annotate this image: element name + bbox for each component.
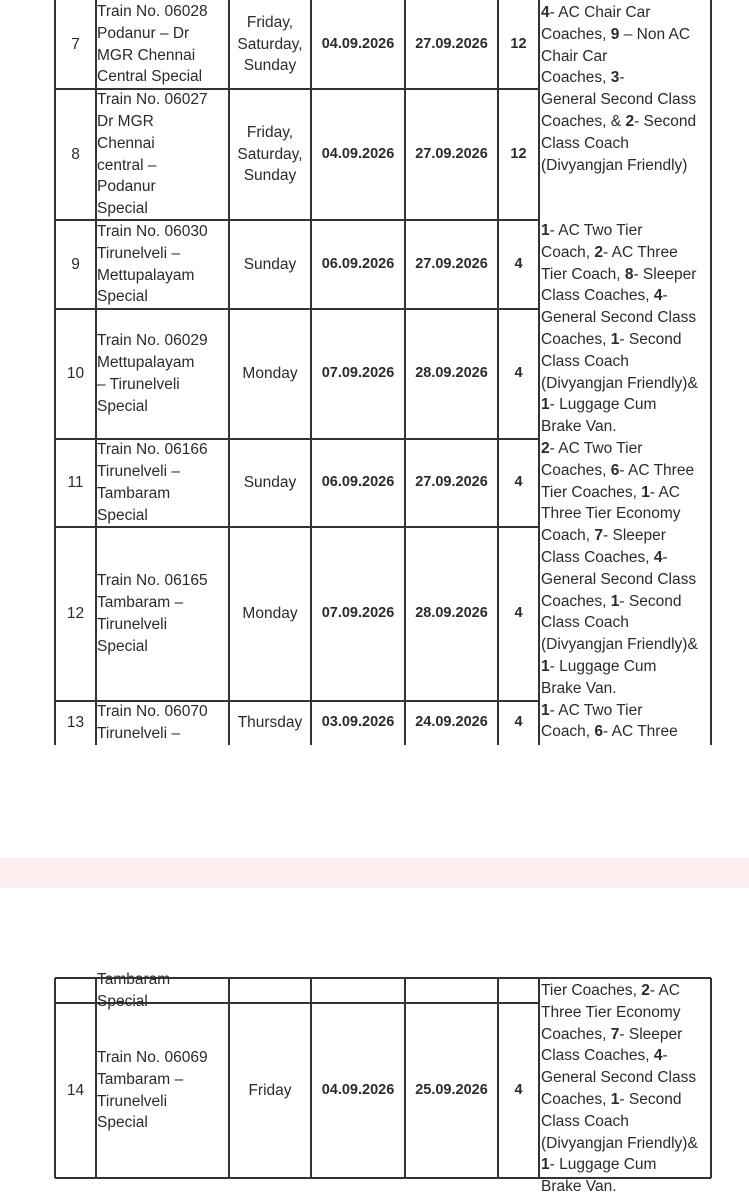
train-route-line: Tirunelveli — [97, 616, 168, 633]
train-name-cell — [97, 0, 228, 89]
start-date: 07.09.2026 — [321, 365, 395, 382]
column-border — [710, 0, 712, 745]
end-date: 25.09.2026 — [415, 1081, 488, 1098]
composition-line — [541, 1045, 698, 1067]
coach-text: General Second Class — [541, 570, 697, 588]
composition-line — [541, 176, 698, 198]
coach-text: Class Coach — [541, 614, 629, 632]
coach-count: 1 — [641, 483, 650, 501]
days-text — [242, 603, 297, 625]
end-date: 27.09.2026 — [415, 35, 488, 52]
composition-line — [541, 503, 698, 525]
train-route-line: Chennai — [97, 134, 155, 152]
train-number: Train No. 06029 — [97, 332, 208, 350]
coach-count: 4 — [541, 4, 550, 21]
coach-count: 7 — [610, 1025, 620, 1043]
days-of-run — [229, 527, 311, 701]
coach-text: Tier Coach, — [541, 265, 625, 283]
coach-text: Brake Van. — [541, 418, 617, 436]
coach-count: 1 — [541, 701, 550, 719]
day-line: Sunday — [243, 255, 297, 273]
composition-line — [541, 1002, 698, 1024]
composition-line — [541, 416, 698, 438]
coach-text: Coaches, — [541, 330, 611, 348]
train-route-line: Mettupalayam — [97, 354, 195, 372]
composition-line — [541, 351, 698, 373]
composition-line — [541, 111, 698, 133]
serial-number — [55, 309, 96, 439]
train-route-line: – Tirunelveli — [97, 376, 180, 393]
train-number: Train No. 06030 — [97, 222, 208, 240]
coach-text: (Divyangjan Friendly) — [541, 156, 688, 174]
coach-count: 6 — [610, 461, 620, 479]
coach-text: Coach, — [541, 243, 595, 261]
days-of-run — [229, 1003, 311, 1178]
serial-number-text: 10 — [66, 365, 85, 383]
composition-line — [541, 373, 698, 395]
train-route-line: Special — [97, 288, 148, 306]
coach-text: (Divyangjan Friendly)& — [541, 374, 698, 392]
composition-line — [541, 89, 698, 111]
serial-number-text: 12 — [66, 605, 85, 623]
train-route-line: Tambaram – — [97, 1070, 184, 1088]
train-name-cell — [97, 1003, 228, 1178]
number-of-trips: 4 — [514, 714, 523, 731]
coach-text: - AC Two Tier — [549, 221, 643, 239]
serial-number — [55, 978, 96, 1003]
coach-text: - Second — [634, 112, 697, 130]
number-of-trips: 4 — [514, 474, 523, 491]
train-route-line: Tirunelveli — [97, 1092, 168, 1110]
start-date: 04.09.2026 — [321, 1081, 395, 1098]
serial-number — [55, 527, 96, 701]
number-of-trips: 12 — [510, 145, 527, 162]
number-of-trips — [498, 978, 539, 1003]
serial-number — [55, 439, 96, 527]
start-date: 04.09.2026 — [321, 145, 395, 162]
coach-text: Coaches, — [541, 1025, 611, 1043]
composition-line — [541, 198, 698, 220]
coach-text: - Luggage Cum — [549, 396, 657, 414]
coach-text: - Sleeper — [603, 527, 666, 545]
coach-text: General Second Class — [541, 1069, 697, 1087]
composition-line — [541, 656, 698, 678]
day-line: Monday — [242, 365, 298, 383]
composition-line — [541, 1111, 698, 1133]
train-name-text — [97, 89, 208, 220]
train-name-text — [97, 1047, 208, 1134]
number-of-trips: 4 — [514, 365, 523, 382]
coach-count: 1 — [610, 330, 620, 348]
coach-text: - Second — [619, 330, 682, 348]
days-of-run — [229, 220, 311, 309]
composition-line — [541, 460, 698, 482]
train-route-line: Special — [97, 506, 148, 524]
train-route-line: Mettupalayam — [97, 266, 195, 284]
coach-count: 1 — [541, 1156, 550, 1174]
coach-count: 3 — [610, 69, 620, 87]
coach-text: - Sleeper — [633, 265, 697, 283]
days-text — [244, 254, 297, 276]
train-number: Train No. 06027 — [97, 91, 208, 109]
serial-number — [55, 701, 96, 745]
serial-number-text: 8 — [71, 145, 80, 163]
coach-text: Coaches, — [541, 592, 611, 610]
coach-text: Class Coaches, — [541, 1047, 654, 1065]
coach-text: Class Coach — [541, 134, 629, 152]
days-of-run — [229, 309, 311, 439]
end-date: 24.09.2026 — [415, 714, 488, 731]
end-date — [405, 978, 498, 1003]
train-route-line: Tirunelveli – — [97, 725, 180, 742]
composition-line — [541, 721, 698, 743]
train-number: Train No. 06165 — [97, 572, 208, 590]
page-separator — [0, 858, 749, 888]
coach-text: - Second — [619, 592, 682, 610]
serial-number — [55, 89, 96, 220]
end-date: 28.09.2026 — [415, 365, 488, 382]
composition-line — [541, 1154, 698, 1176]
serial-number-text: 11 — [67, 474, 84, 492]
day-line: Friday, — [246, 123, 294, 141]
coach-text: - — [662, 1047, 668, 1065]
composition-line — [541, 329, 698, 351]
train-table-bottom — [55, 970, 711, 1196]
day-line: Sunday — [243, 167, 297, 185]
coach-text: Coaches, — [541, 1090, 611, 1108]
coach-text: - Second — [619, 1090, 682, 1108]
coach-count: 2 — [625, 112, 635, 130]
days-of-run — [229, 0, 311, 89]
days-text — [238, 712, 303, 734]
train-number: Train No. 06166 — [97, 441, 208, 459]
composition-line — [541, 220, 698, 242]
coach-count: 9 — [610, 25, 620, 43]
train-name-cell — [97, 220, 228, 309]
train-route-line: Special — [97, 200, 148, 218]
train-route-line: Tambaram — [97, 970, 171, 988]
train-name-cell — [97, 527, 228, 701]
coach-count: 2 — [541, 439, 550, 457]
composition-line — [541, 1089, 698, 1111]
train-table-top — [55, 0, 711, 745]
coach-text: Coach, — [541, 723, 595, 741]
days-of-run — [229, 439, 311, 527]
coach-text: Three Tier Economy — [541, 1003, 681, 1021]
train-route-line: Tambaram – — [97, 594, 184, 612]
coach-text: - — [619, 69, 625, 87]
coach-text: – Non AC — [619, 25, 691, 43]
composition-line — [541, 634, 698, 656]
start-date: 06.09.2026 — [321, 474, 395, 491]
coach-text: Brake Van. — [541, 1178, 617, 1196]
composition-line — [541, 264, 698, 286]
coach-count: 1 — [610, 592, 620, 610]
coach-count: 4 — [653, 287, 663, 305]
coach-text: General Second Class — [541, 309, 697, 327]
coach-text: - — [662, 548, 668, 566]
day-line: Saturday, — [237, 145, 303, 163]
day-line: Saturday, — [237, 35, 303, 53]
serial-number — [55, 1003, 96, 1178]
coach-text: (Divyangjan Friendly)& — [541, 1134, 698, 1152]
composition-line — [541, 547, 698, 569]
day-line: Sunday — [243, 474, 297, 492]
coach-text: - AC — [649, 982, 680, 999]
composition-line — [541, 155, 698, 177]
train-name-text — [97, 330, 208, 417]
coach-text: - AC Two Tier — [549, 701, 643, 719]
coach-count: 8 — [624, 265, 634, 283]
composition-line — [541, 1133, 698, 1155]
coach-text: Coaches, & — [541, 112, 626, 130]
train-name-text — [97, 1, 208, 88]
composition-line — [541, 591, 698, 613]
number-of-trips: 4 — [514, 1081, 523, 1098]
composition-line — [541, 307, 698, 329]
train-name-cell — [97, 89, 228, 220]
start-date: 03.09.2026 — [321, 714, 395, 731]
coach-text: Brake Van. — [541, 679, 617, 697]
coach-count: 7 — [594, 527, 604, 545]
train-name-text — [97, 570, 208, 657]
train-name-cell — [97, 970, 228, 1010]
day-line: Thursday — [237, 714, 303, 732]
train-route-line: Podanur — [97, 178, 156, 196]
composition-line — [541, 482, 698, 504]
start-date: 04.09.2026 — [321, 35, 395, 52]
coach-text: Coach, — [541, 527, 595, 545]
end-date: 28.09.2026 — [415, 605, 488, 622]
serial-number — [55, 220, 96, 309]
coach-composition — [541, 2, 698, 743]
composition-line — [541, 438, 698, 460]
day-line: Sunday — [243, 57, 297, 75]
train-route-line: Special — [97, 637, 148, 655]
composition-line — [541, 67, 698, 89]
start-date — [311, 978, 405, 1003]
coach-count: 1 — [541, 657, 550, 675]
day-line: Friday — [248, 1081, 292, 1099]
coach-composition — [541, 980, 698, 1198]
coach-text: - AC — [649, 483, 680, 501]
coach-count: 2 — [594, 243, 604, 261]
coach-text: - Luggage Cum — [549, 1156, 657, 1174]
coach-text: - AC Chair Car — [549, 4, 651, 21]
train-name-cell — [97, 439, 228, 527]
coach-count: 6 — [594, 723, 604, 741]
train-route-line: MGR Chennai — [97, 46, 196, 64]
days-text — [244, 472, 297, 494]
end-date: 27.09.2026 — [415, 255, 488, 272]
coach-text: Coaches, — [541, 461, 611, 479]
coach-text: - Luggage Cum — [549, 657, 657, 675]
number-of-trips: 4 — [514, 605, 523, 622]
train-route-line: Tirunelveli – — [97, 463, 180, 481]
days-of-run — [229, 701, 311, 745]
end-date: 27.09.2026 — [415, 145, 488, 162]
coach-text: Class Coach — [541, 352, 629, 370]
coach-text: Tier Coaches, — [541, 483, 642, 501]
train-route-line: Central Special — [97, 68, 203, 86]
days-text — [237, 122, 302, 187]
train-route-line: Special — [97, 992, 148, 1010]
days-text — [248, 1080, 291, 1102]
coach-text: Tier Coaches, — [541, 982, 642, 999]
train-route-line: Dr MGR — [97, 112, 154, 130]
coach-count: 1 — [610, 1090, 620, 1108]
days-text — [242, 363, 297, 385]
number-of-trips: 12 — [510, 35, 527, 52]
coach-count: 1 — [541, 221, 550, 239]
coach-text: - — [662, 287, 668, 305]
composition-line — [541, 46, 698, 68]
serial-number-text: 13 — [66, 714, 85, 732]
composition-line — [541, 700, 698, 722]
days-text — [237, 12, 302, 77]
page-bottom — [0, 888, 749, 1200]
composition-line — [541, 569, 698, 591]
coach-text: Coaches, — [541, 69, 611, 87]
end-date: 27.09.2026 — [415, 474, 488, 491]
days-of-run — [229, 978, 311, 1003]
coach-text: Chair Car — [541, 47, 608, 65]
column-border — [710, 978, 712, 1178]
start-date: 06.09.2026 — [321, 255, 395, 272]
train-number: Train No. 06028 — [97, 2, 208, 20]
composition-line — [541, 285, 698, 307]
train-name-cell — [97, 701, 228, 745]
coach-text: Class Coaches, — [541, 548, 654, 566]
coach-text: (Divyangjan Friendly)& — [541, 636, 698, 654]
composition-line — [541, 980, 698, 1002]
coach-text: - Sleeper — [619, 1025, 683, 1043]
days-of-run — [229, 89, 311, 220]
coach-count: 4 — [653, 548, 663, 566]
train-number: Train No. 06070 — [97, 703, 208, 721]
train-number: Train No. 06069 — [97, 1048, 208, 1066]
composition-line — [541, 678, 698, 700]
serial-number-text: 9 — [71, 255, 80, 273]
composition-line — [541, 1067, 698, 1089]
composition-line — [541, 525, 698, 547]
coach-count: 4 — [653, 1047, 663, 1065]
composition-line — [541, 1176, 698, 1198]
composition-line — [541, 242, 698, 264]
train-route-line: Podanur – Dr — [97, 24, 190, 42]
coach-text: Class Coach — [541, 1112, 629, 1130]
train-route-line: central – — [97, 156, 157, 174]
serial-number-text: 14 — [66, 1081, 85, 1099]
train-name-text — [97, 701, 208, 745]
coach-count: 1 — [541, 396, 550, 414]
train-name-cell — [97, 309, 228, 439]
composition-line — [541, 394, 698, 416]
train-route-line: Special — [97, 397, 148, 415]
day-line: Monday — [242, 605, 298, 623]
train-name-text — [97, 439, 208, 526]
coach-text: - AC Three — [619, 461, 695, 479]
train-route-line: Tambaram — [97, 485, 171, 502]
coach-text: - AC Three — [603, 723, 678, 741]
composition-line — [541, 1024, 698, 1046]
train-route-line: Special — [97, 1114, 148, 1132]
composition-line — [541, 133, 698, 155]
coach-text: Coaches, — [541, 25, 611, 43]
coach-text: Class Coaches, — [541, 287, 654, 305]
coach-text: - AC Two Tier — [549, 439, 643, 457]
composition-line — [541, 24, 698, 46]
composition-line — [541, 2, 698, 24]
coach-text: Three Tier Economy — [541, 505, 681, 523]
train-name-text — [97, 221, 208, 308]
number-of-trips: 4 — [514, 255, 523, 272]
train-route-line: Tirunelveli – — [97, 244, 180, 262]
coach-text: General Second Class — [541, 91, 697, 109]
start-date: 07.09.2026 — [321, 605, 395, 622]
serial-number — [55, 0, 96, 89]
composition-line — [541, 612, 698, 634]
coach-text: - AC Three — [603, 243, 678, 261]
day-line: Friday, — [246, 13, 294, 31]
coach-count: 2 — [641, 982, 650, 999]
serial-number-text: 7 — [71, 35, 80, 53]
